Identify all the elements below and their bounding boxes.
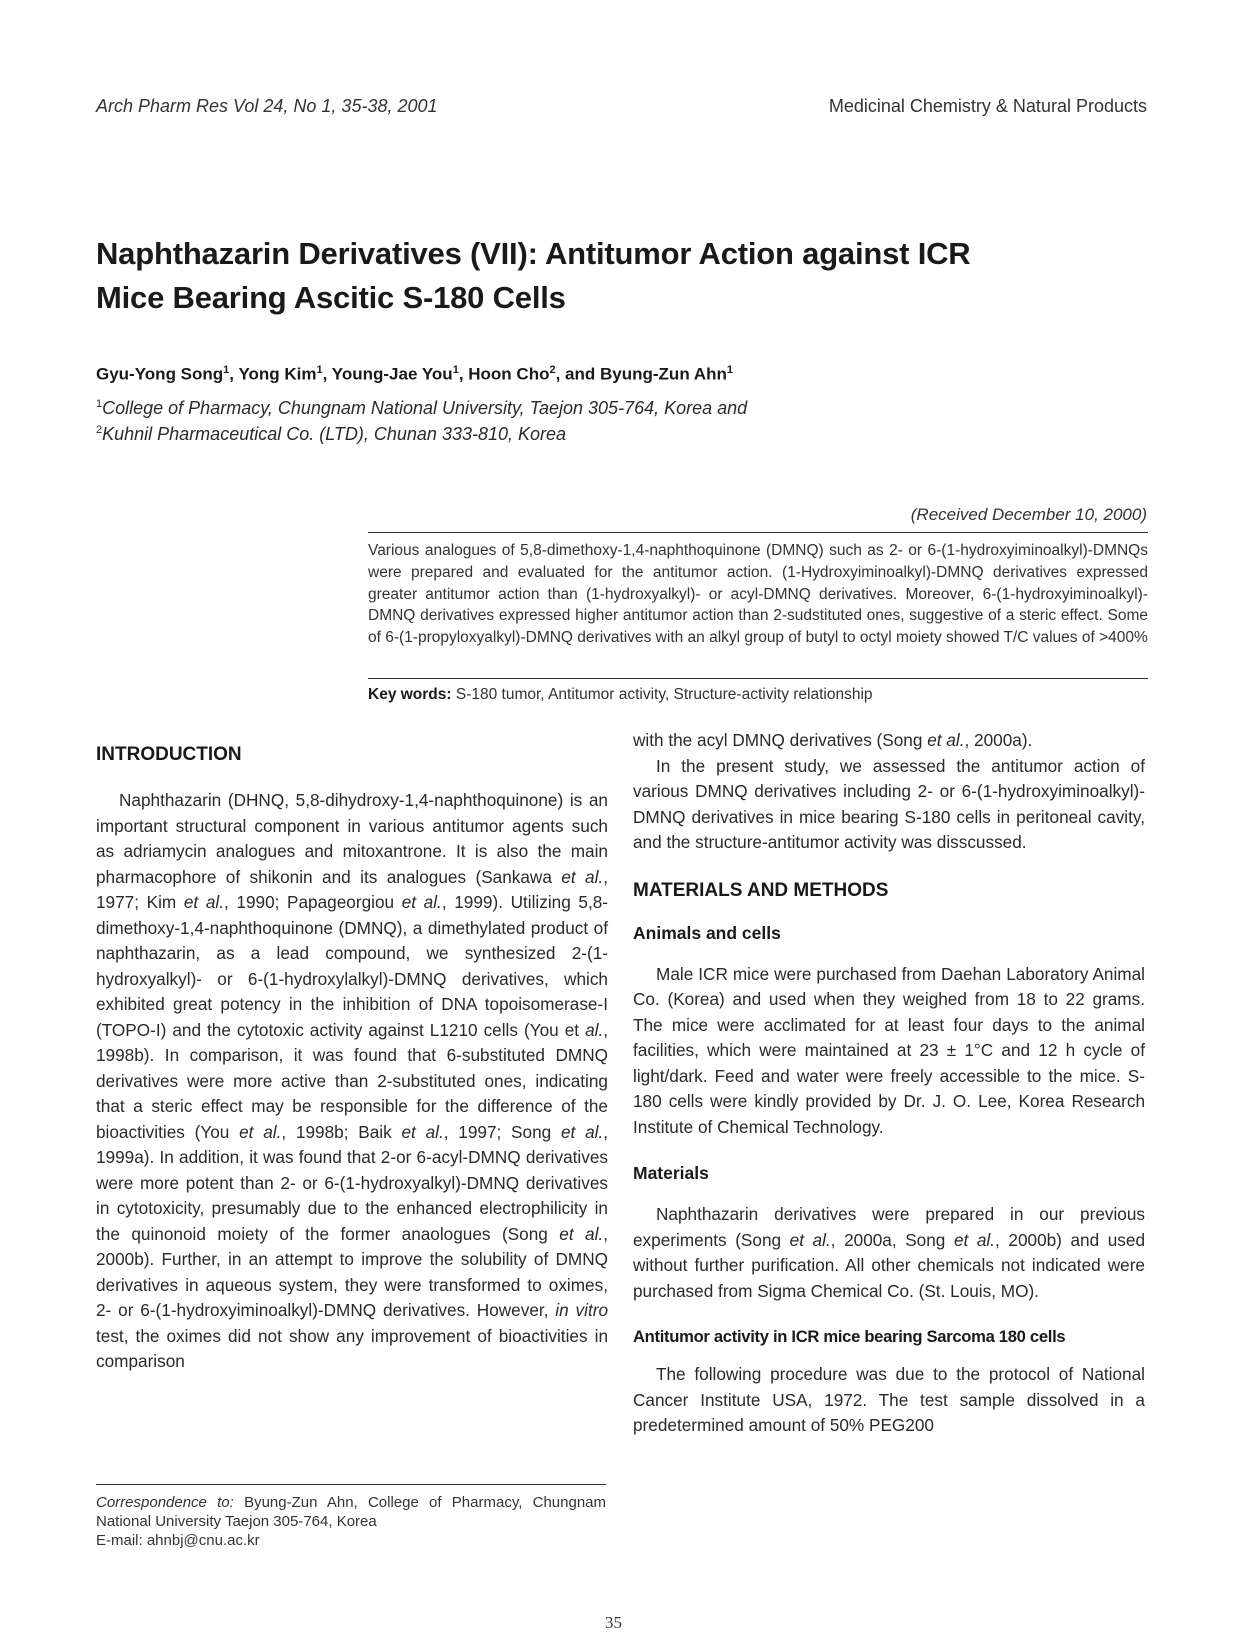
- abstract-top-rule: [368, 532, 1148, 533]
- affiliation-text: Kuhnil Pharmaceutical Co. (LTD), Chunan 333-810, Korea: [102, 424, 567, 444]
- text-run-italic: et al.: [927, 730, 965, 750]
- text-run-italic: et al.: [183, 892, 224, 912]
- text-run-italic: et al.: [559, 1223, 604, 1244]
- text-run-italic: et al.: [401, 1121, 444, 1142]
- text-run: with the acyl DMNQ derivatives (Song: [633, 730, 928, 750]
- text-run: , 1997; Song: [443, 1121, 561, 1142]
- author-separator: ,: [458, 364, 469, 384]
- text-run: , 1998b). In comparison, it was found that 6-substituted DMNQ derivatives were more active than 2-substituted ones, indicating that a steric effect may be responsible for the difference of the bioactivities (You: [96, 1019, 608, 1142]
- affiliation-mark: 1: [96, 398, 103, 410]
- author-affiliation-mark: 1: [316, 364, 323, 376]
- author-separator: ,: [322, 364, 332, 384]
- intro-paragraph-1: [96, 788, 608, 1375]
- affiliation-text: College of Pharmacy, Chungnam National University, Taejon 305-764, Korea and: [102, 398, 748, 418]
- author: Hoon Cho: [468, 364, 550, 384]
- author: Byung-Zun Ahn: [600, 364, 727, 384]
- text-run: , 2000a, Song: [830, 1229, 954, 1250]
- text-run-italic: al.: [585, 1019, 604, 1040]
- footnote-rule: [96, 1484, 606, 1485]
- left-column: [96, 742, 608, 1375]
- text-run: , 2000b) and used without further purification. All other chemicals not indicated were purchased from Sigma Chemical Co. (St. Louis, MO).: [633, 1229, 1146, 1301]
- author-list: [96, 364, 733, 385]
- received-date: (Received December 10, 2000): [910, 505, 1147, 524]
- author-affiliation-mark: 2: [549, 364, 556, 376]
- intro-paragraph-2: In the present study, we assessed the antitumor action of various DMNQ derivatives including 2- or 6-(1-hydroxyiminoalkyl)-DMNQ derivatives in mice bearing S-180 cells in peritoneal cavity, and the structure-antitumor activity was disscussed.: [633, 755, 1145, 852]
- keywords-text: S-180 tumor, Antitumor activity, Structure-activity relationship: [455, 686, 873, 703]
- subheading-animals-cells: Animals and cells: [633, 922, 781, 943]
- text-run: , 1977; Kim: [96, 866, 608, 912]
- text-run: Naphthazarin derivatives were prepared in our previous experiments (Song: [633, 1204, 1145, 1250]
- text-run-italic: et al.: [560, 1121, 604, 1142]
- text-run: , 1998b; Baik: [281, 1121, 402, 1142]
- author: Yong Kim: [238, 364, 317, 384]
- materials-paragraph: [633, 1202, 1145, 1304]
- text-run: , 1999). Utilizing 5,8-dimethoxy-1,4-naphthoquinone (DMNQ), a dimethylated product of naphthazarin, as a lead compound, we synthesized 2-(1-hydroxyalkyl)- or 6-(1-hydroxylalkyl)-DMNQ derivatives, which exhibited great potency in the inhibition of DNA topoisomerase-I (TOPO-I) and the cytotoxic activity against L1210 cells (You et: [96, 892, 609, 1040]
- section-heading-introduction: INTRODUCTION: [96, 744, 242, 765]
- author-affiliation-mark: 1: [452, 364, 459, 376]
- article-title: [96, 232, 1096, 320]
- affiliation-2: [96, 424, 566, 445]
- title-line-1: Naphthazarin Derivatives (VII): Antitumor Action against ICR: [96, 236, 971, 271]
- author: Young-Jae You: [331, 364, 453, 384]
- text-run-italic: et al.: [239, 1121, 282, 1142]
- text-run-italic: in vitro: [555, 1300, 608, 1320]
- title-line-2: Mice Bearing Ascitic S-180 Cells: [96, 280, 566, 315]
- text-run: test, the oximes did not show any improvement of bioactivities in comparison: [96, 1325, 608, 1371]
- footnote-email: E-mail: ahnbj@cnu.ac.kr: [96, 1532, 260, 1549]
- author-separator: ,: [229, 364, 239, 384]
- keywords-label: Key words:: [368, 686, 452, 703]
- text-run-italic: et al.: [401, 892, 442, 912]
- right-column: [633, 730, 1146, 1439]
- text-run-italic: et al.: [953, 1229, 996, 1250]
- abstract: Various analogues of 5,8-dimethoxy-1,4-naphthoquinone (DMNQ) such as 2- or 6-(1-hydroxyiminoalkyl)-DMNQs were prepared and evaluated for the antitumor action. (1-Hydroxyiminoalkyl)-DMNQ derivatives expressed greater antitumor action than (1-hydroxyalkyl)- or acyl-DMNQ derivatives. Moreover, 6-(1-hydroxyiminoalkyl)-DMNQ derivatives expressed higher antitumor action than 2-sudstituted ones, suggestive of a steric effect. Some of 6-(1-propyloxyalkyl)-DMNQ derivatives with an alkyl group of butyl to octyl moiety showed T/C values of >400%: [368, 542, 1148, 647]
- animals-paragraph: Male ICR mice were purchased from Daehan Laboratory Animal Co. (Korea) and used when they weighed from 18 to 22 grams. The mice were acclimated for at least four days to the animal facilities, which were maintained at 23 ± 1°C and 12 h cycle of light/dark. Feed and water were freely accessible to the mice. S-180 cells were kindly provided by Dr. J. O. Lee, Korea Research Institute of Chemical Technology.: [633, 963, 1145, 1137]
- text-run-italic: et al.: [561, 866, 604, 887]
- abstract-bottom-rule: [368, 678, 1148, 679]
- section-heading-materials-methods: MATERIALS AND METHODS: [633, 879, 889, 901]
- subheading-materials: Materials: [633, 1163, 709, 1183]
- correspondence-footnote: [96, 1493, 606, 1550]
- affiliation-mark: 2: [96, 424, 103, 436]
- author-affiliation-mark: 1: [223, 364, 230, 376]
- text-run: , 1999a). In addition, it was found that 2-or 6-acyl-DMNQ derivatives were more potent than 2- or 6-(1-hydroxyalkyl)-DMNQ derivatives in cytotoxicity, presumably due to the enhanced electrophilicity in the quinonoid moiety of the former anaologues (Song: [96, 1121, 609, 1244]
- author-separator: , and: [555, 364, 600, 384]
- running-header-journal: Arch Pharm Res Vol 24, No 1, 35-38, 2001: [96, 96, 438, 116]
- page-number: 35: [605, 1613, 622, 1632]
- author-affiliation-mark: 1: [726, 364, 733, 376]
- intro-continuation: [633, 728, 1145, 754]
- text-run: , 1990; Papageorgiou: [224, 892, 402, 912]
- affiliation-1: [96, 398, 747, 419]
- author: Gyu-Yong Song: [96, 364, 224, 384]
- subheading-antitumor-activity: Antitumor activity in ICR mice bearing Sarcoma 180 cells: [633, 1327, 1066, 1346]
- keywords: [368, 686, 873, 704]
- text-run-italic: et al.: [789, 1229, 831, 1250]
- antitumor-paragraph: The following procedure was due to the protocol of National Cancer Institute USA, 1972. The test sample dissolved in a predetermined amount of 50% PEG200: [633, 1364, 1145, 1435]
- text-run: Naphthazarin (DHNQ, 5,8-dihydroxy-1,4-naphthoquinone) is an important structural component in various antitumor agents such as adriamycin analogues and mitoxantrone. It is also the main pharmacophore of shikonin and its analogues (Sankawa: [96, 790, 608, 887]
- footnote-label: Correspondence to:: [96, 1494, 234, 1511]
- text-run: , 2000a).: [964, 730, 1033, 750]
- running-header-section: Medicinal Chemistry & Natural Products: [828, 96, 1147, 116]
- text-run: , 2000b). Further, in an attempt to improve the solubility of DMNQ derivatives in aqueous system, they were transformed to oximes, 2- or 6-(1-hydroxyiminoalkyl)-DMNQ derivatives. However,: [96, 1223, 608, 1320]
- footnote-text: Byung-Zun Ahn, College of Pharmacy, Chungnam National University Taejon 305-764, Korea: [96, 1494, 606, 1530]
